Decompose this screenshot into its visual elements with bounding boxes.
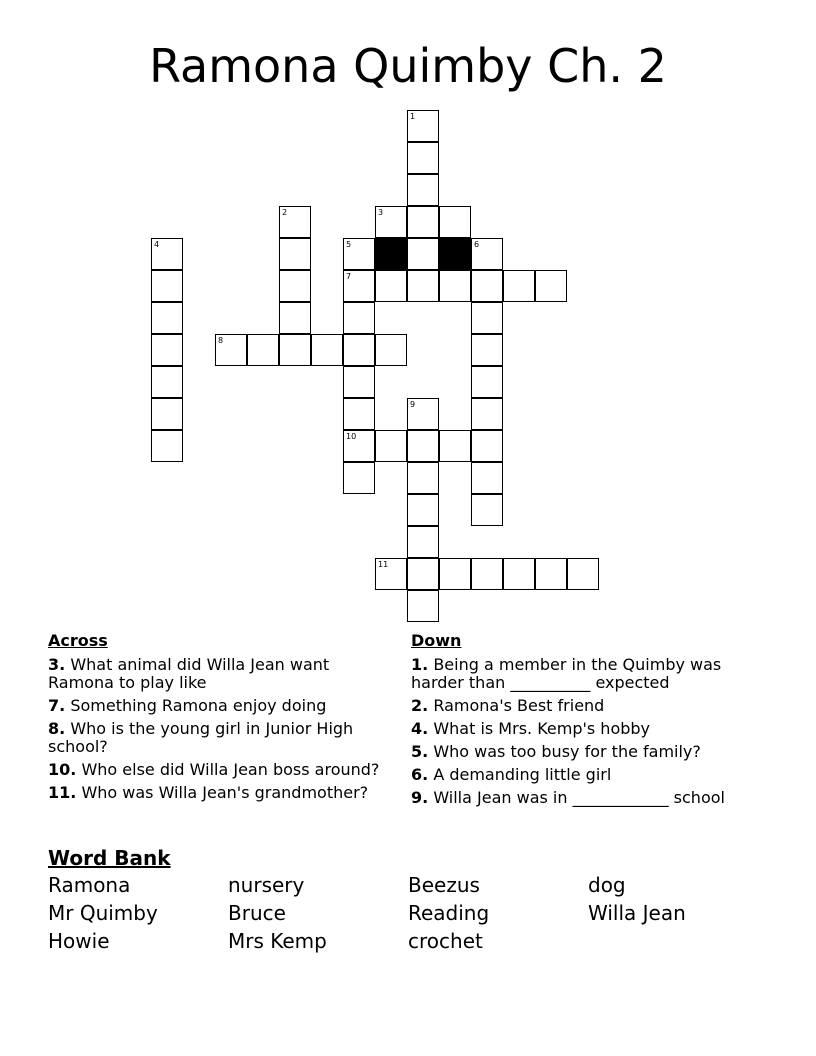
crossword-cell[interactable] xyxy=(535,270,567,302)
down-clue xyxy=(411,766,761,784)
crossword-cell[interactable] xyxy=(471,494,503,526)
clue-text: Who is the young girl in Junior High school? xyxy=(48,719,354,756)
crossword-cell[interactable] xyxy=(375,558,407,590)
clue-text: Being a member in the Quimby was harder than __________ expected xyxy=(411,655,722,692)
clue-text: Who else did Willa Jean boss around? xyxy=(81,760,380,779)
across-heading: Across xyxy=(48,631,108,650)
crossword-cell[interactable] xyxy=(471,302,503,334)
crossword-cell[interactable] xyxy=(151,366,183,398)
crossword-cell[interactable] xyxy=(407,590,439,622)
page-title: Ramona Quimby Ch. 2 xyxy=(149,39,667,93)
across-clue-list xyxy=(48,656,398,807)
clue-number: 4. xyxy=(411,719,429,738)
down-clue xyxy=(411,720,761,738)
crossword-cell[interactable] xyxy=(375,270,407,302)
word-bank-title: Word Bank xyxy=(48,846,171,870)
word-bank-item: Ramona xyxy=(48,873,131,897)
clue-number: 7. xyxy=(48,696,66,715)
crossword-cell[interactable] xyxy=(151,334,183,366)
crossword-cell[interactable] xyxy=(471,558,503,590)
crossword-cell[interactable] xyxy=(279,206,311,238)
crossword-cell[interactable] xyxy=(503,558,535,590)
clue-text: Ramona's Best friend xyxy=(433,696,605,715)
clue-number: 11. xyxy=(48,783,77,802)
clue-text: What animal did Willa Jean want Ramona to play like xyxy=(48,655,330,692)
clue-number: 6 xyxy=(474,240,480,249)
clue-number: 1. xyxy=(411,655,429,674)
clue-text: Who was too busy for the family? xyxy=(433,742,701,761)
clue-number: 9. xyxy=(411,788,429,807)
word-bank-item: Beezus xyxy=(408,873,480,897)
word-bank-item: Reading xyxy=(408,901,490,925)
across-clue xyxy=(48,720,398,756)
crossword-cell[interactable] xyxy=(407,526,439,558)
clue-text: Who was Willa Jean's grandmother? xyxy=(81,783,369,802)
clue-number: 8. xyxy=(48,719,66,738)
crossword-cell[interactable] xyxy=(407,494,439,526)
clue-number: 10. xyxy=(48,760,77,779)
down-clue xyxy=(411,789,761,807)
clue-number: 6. xyxy=(411,765,429,784)
clue-text: A demanding little girl xyxy=(433,765,612,784)
clue-number: 1 xyxy=(410,112,416,121)
word-bank-item: dog xyxy=(588,873,626,897)
crossword-cell[interactable] xyxy=(407,270,439,302)
crossword-cell[interactable] xyxy=(215,334,247,366)
across-clue xyxy=(48,697,398,715)
clue-number: 10 xyxy=(346,432,357,441)
crossword-cell[interactable] xyxy=(471,238,503,270)
crossword-cell[interactable] xyxy=(407,174,439,206)
crossword-cell[interactable] xyxy=(343,462,375,494)
crossword-cell[interactable] xyxy=(407,110,439,142)
crossword-cell[interactable] xyxy=(151,270,183,302)
crossword-cell[interactable] xyxy=(151,430,183,462)
crossword-cell[interactable] xyxy=(375,206,407,238)
down-heading: Down xyxy=(411,631,462,650)
crossword-cell[interactable] xyxy=(343,238,375,270)
crossword-cell[interactable] xyxy=(279,334,311,366)
clue-number: 7 xyxy=(346,272,352,281)
clue-text: Willa Jean was in ____________ school xyxy=(433,788,725,807)
clue-number: 8 xyxy=(218,336,224,345)
crossword-cell[interactable] xyxy=(471,462,503,494)
word-bank-item: Willa Jean xyxy=(588,901,686,925)
black-cell xyxy=(375,238,407,270)
crossword-cell[interactable] xyxy=(343,334,375,366)
word-bank-item: Bruce xyxy=(228,901,286,925)
black-cell xyxy=(439,238,471,270)
crossword-cell[interactable] xyxy=(471,366,503,398)
word-bank-item: crochet xyxy=(408,929,483,953)
crossword-cell[interactable] xyxy=(407,142,439,174)
crossword-cell[interactable] xyxy=(471,270,503,302)
clue-number: 4 xyxy=(154,240,160,249)
crossword-cell[interactable] xyxy=(471,334,503,366)
crossword-cell[interactable] xyxy=(343,430,375,462)
crossword-cell[interactable] xyxy=(471,430,503,462)
crossword-cell[interactable] xyxy=(151,238,183,270)
word-bank-item: Mrs Kemp xyxy=(228,929,327,953)
crossword-cell[interactable] xyxy=(343,398,375,430)
down-clue xyxy=(411,697,761,715)
clue-number: 3. xyxy=(48,655,66,674)
down-clue-list xyxy=(411,656,761,812)
crossword-cell[interactable] xyxy=(407,462,439,494)
across-clue xyxy=(48,761,398,779)
crossword-cell[interactable] xyxy=(407,238,439,270)
crossword-cell[interactable] xyxy=(279,238,311,270)
crossword-cell[interactable] xyxy=(439,206,471,238)
word-bank-item: Mr Quimby xyxy=(48,901,158,925)
word-bank-item: nursery xyxy=(228,873,305,897)
crossword-cell[interactable] xyxy=(151,302,183,334)
crossword-cell[interactable] xyxy=(375,334,407,366)
crossword-cell[interactable] xyxy=(439,430,471,462)
across-clue xyxy=(48,656,398,692)
clue-number: 2 xyxy=(282,208,288,217)
word-bank-item: Howie xyxy=(48,929,110,953)
crossword-cell[interactable] xyxy=(439,558,471,590)
word-bank xyxy=(48,874,768,952)
crossword-cell[interactable] xyxy=(375,430,407,462)
clue-number: 3 xyxy=(378,208,384,217)
clue-text: What is Mrs. Kemp's hobby xyxy=(433,719,651,738)
crossword-cell[interactable] xyxy=(311,334,343,366)
crossword-cell[interactable] xyxy=(343,366,375,398)
crossword-cell[interactable] xyxy=(343,270,375,302)
clue-number: 9 xyxy=(410,400,416,409)
crossword-cell[interactable] xyxy=(407,558,439,590)
crossword-cell[interactable] xyxy=(407,430,439,462)
clue-number: 11 xyxy=(378,560,389,569)
crossword-cell[interactable] xyxy=(151,398,183,430)
down-clue xyxy=(411,743,761,761)
crossword-cell[interactable] xyxy=(567,558,599,590)
crossword-cell[interactable] xyxy=(471,398,503,430)
crossword-cell[interactable] xyxy=(279,302,311,334)
across-clue xyxy=(48,784,398,802)
clue-text: Something Ramona enjoy doing xyxy=(70,696,327,715)
crossword-cell[interactable] xyxy=(247,334,279,366)
crossword-cell[interactable] xyxy=(407,398,439,430)
crossword-cell[interactable] xyxy=(343,302,375,334)
clue-number: 5 xyxy=(346,240,352,249)
crossword-cell[interactable] xyxy=(535,558,567,590)
down-clue xyxy=(411,656,761,692)
crossword-cell[interactable] xyxy=(407,206,439,238)
clue-number: 5. xyxy=(411,742,429,761)
crossword-cell[interactable] xyxy=(503,270,535,302)
crossword-cell[interactable] xyxy=(439,270,471,302)
crossword-cell[interactable] xyxy=(279,270,311,302)
clue-number: 2. xyxy=(411,696,429,715)
